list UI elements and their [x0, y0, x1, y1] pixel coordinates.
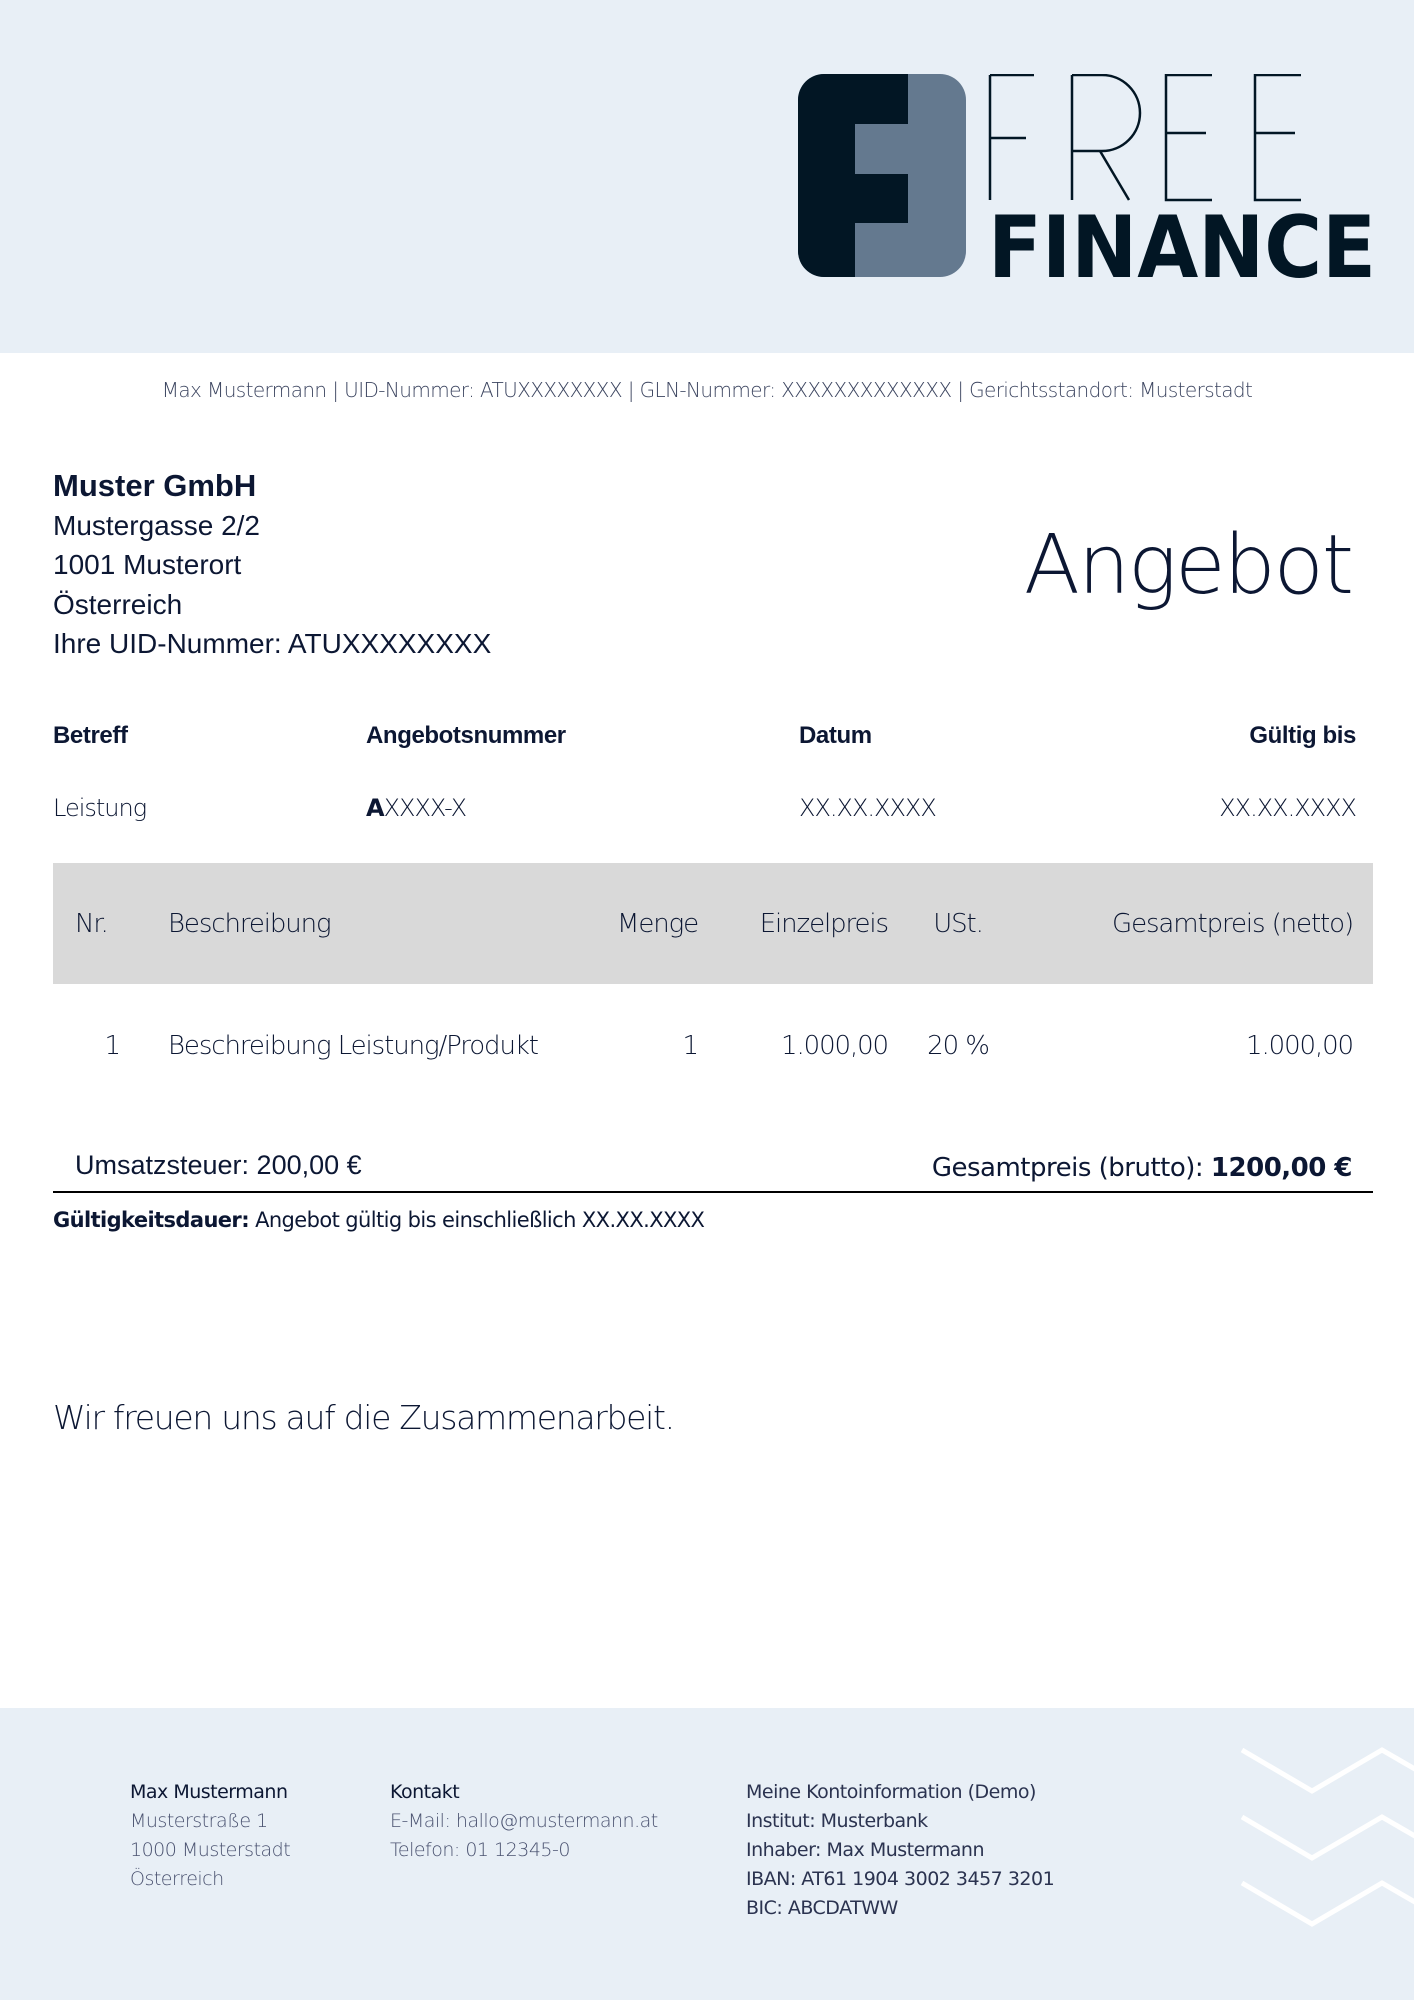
document-title: Angebot — [1023, 518, 1352, 613]
sender-info-line: Max Mustermann | UID-Nummer: ATUXXXXXXXX | GLN-Nummer: XXXXXXXXXXXXX | Gerichtsstandort: Musterstadt — [161, 378, 1253, 402]
freefinance-logo — [798, 74, 1376, 280]
meta-gueltig-label: Gültig bis — [1249, 722, 1356, 749]
col-header-menge: Menge — [616, 908, 698, 939]
header-band — [0, 0, 1414, 353]
meta-datum-value: XX.XX.XXXX — [799, 794, 936, 822]
recipient-city: 1001 Musterort — [53, 549, 242, 580]
col-header-einzelpreis: Einzelpreis — [759, 908, 888, 939]
table-header-row — [53, 863, 1373, 984]
meta-datum — [799, 722, 936, 832]
table-row — [53, 984, 1373, 1108]
tax-total: Umsatzsteuer: 200,00 € — [75, 1150, 362, 1180]
cell-einzelpreis: 1.000,00 — [781, 1031, 888, 1061]
footer-sender — [130, 1778, 290, 1894]
recipient-address — [53, 466, 491, 664]
footer-sender-country: Österreich — [130, 1868, 224, 1890]
cell-beschreibung: Beschreibung Leistung/Produkt — [168, 1031, 538, 1061]
footer-sender-street: Musterstraße 1 — [130, 1810, 268, 1832]
recipient-name: Muster GmbH — [53, 468, 257, 503]
footer-bank-iban: IBAN: AT61 1904 3002 3457 3201 — [746, 1868, 1055, 1890]
footer — [0, 1708, 1414, 2000]
meta-betreff-value: Leistung — [53, 794, 147, 822]
meta-angebotsnummer — [366, 722, 566, 832]
meta-datum-label: Datum — [799, 722, 872, 749]
col-header-gesamtpreis: Gesamtpreis (netto) — [1112, 908, 1353, 939]
footer-contact-heading: Kontakt — [390, 1781, 460, 1803]
footer-contact-phone: Telefon: 01 12345-0 — [390, 1839, 570, 1861]
meta-betreff-label: Betreff — [53, 722, 128, 749]
col-header-nr: Nr. — [75, 908, 108, 939]
cell-ust: 20 % — [927, 1031, 989, 1061]
meta-gueltig-value: XX.XX.XXXX — [1219, 794, 1356, 822]
meta-nummer-label: Angebotsnummer — [366, 722, 566, 749]
line-items-table — [53, 863, 1373, 1108]
gross-total-value: 1200,00 € — [1210, 1153, 1352, 1183]
logo-wordmark: FINANCE — [988, 198, 1376, 280]
meta-betreff — [53, 722, 146, 832]
footer-contact — [390, 1778, 658, 1865]
footer-sender-city: 1000 Musterstadt — [130, 1839, 291, 1861]
meta-nummer-value — [366, 794, 566, 822]
validity-note — [53, 1208, 704, 1232]
recipient-street: Mustergasse 2/2 — [53, 509, 260, 541]
totals-divider — [53, 1191, 1373, 1193]
gross-total — [932, 1153, 1352, 1183]
meta-gueltig-bis — [1219, 722, 1356, 832]
recipient-uid: Ihre UID-Nummer: ATUXXXXXXXX — [53, 628, 492, 659]
gross-total-label: Gesamtpreis (brutto): — [931, 1153, 1211, 1183]
footer-bank-bic: BIC: ABCDATWW — [746, 1897, 898, 1919]
cell-nr: 1 — [104, 1031, 120, 1061]
closing-text: Wir freuen uns auf die Zusammenarbeit. — [53, 1398, 674, 1437]
col-header-beschreibung: Beschreibung — [168, 908, 331, 939]
footer-sender-name: Max Mustermann — [130, 1781, 288, 1803]
validity-label: Gültigkeitsdauer: — [53, 1208, 249, 1232]
nummer-rest: XXXX-X — [383, 794, 467, 822]
footer-bank-holder: Inhaber: Max Mustermann — [746, 1839, 985, 1861]
footer-bank-institute: Institut: Musterbank — [746, 1810, 928, 1832]
col-header-ust: USt. — [933, 908, 983, 939]
footer-bank-info — [746, 1778, 1054, 1923]
validity-text: Angebot gültig bis einschließlich XX.XX.XXXX — [249, 1208, 705, 1232]
footer-bank-heading: Meine Kontoinformation (Demo) — [746, 1781, 1036, 1803]
nummer-prefix: A — [366, 794, 384, 822]
cell-gesamtpreis: 1.000,00 — [1246, 1031, 1353, 1061]
footer-contact-email[interactable]: E-Mail: hallo@mustermann.at — [390, 1810, 658, 1832]
recipient-country: Österreich — [53, 588, 183, 620]
cell-menge: 1 — [682, 1031, 698, 1061]
zigzag-decoration-icon — [1240, 1740, 1414, 1940]
